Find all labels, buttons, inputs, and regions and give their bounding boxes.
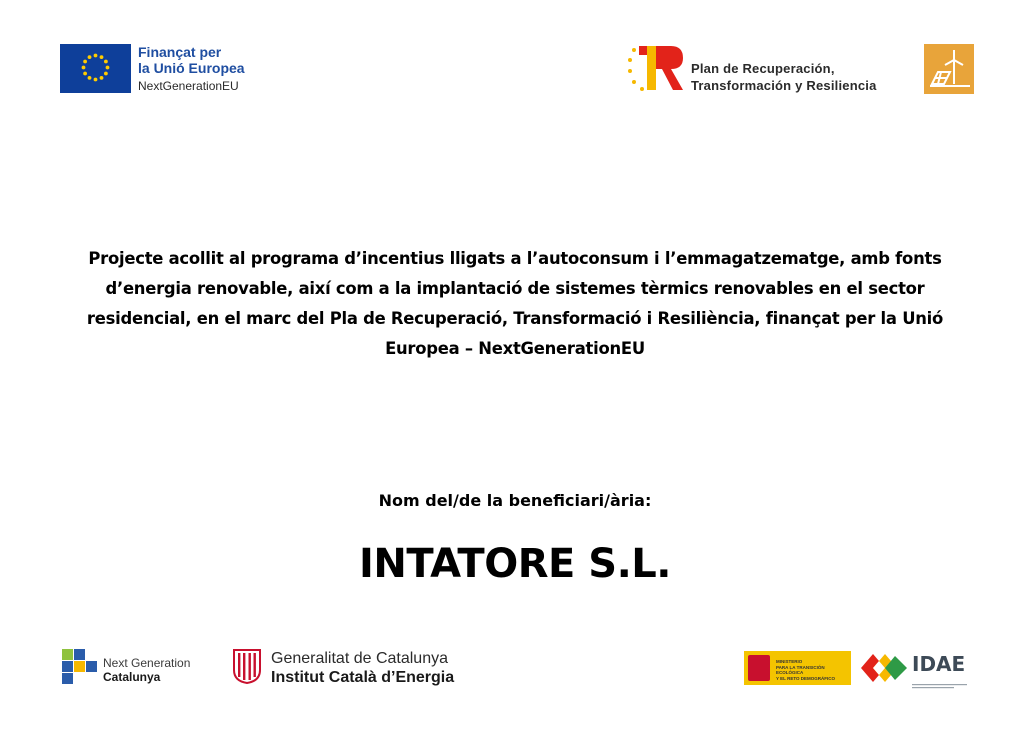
- gencat-logo-text: [271, 649, 491, 687]
- eu-logo-line1: Finançat per: [138, 44, 222, 60]
- prtr-logo-icon: [627, 42, 685, 94]
- prtr-logo-line2: Transformación y Resiliencia: [691, 78, 877, 93]
- ministry-line: Y EL RETO DEMOGRÁFICO: [776, 675, 836, 681]
- spain-shield-icon: [748, 655, 770, 681]
- eu-logo-line2: la Unió Europea: [138, 60, 245, 76]
- ministry-line: PARA LA TRANSICIÓN ECOLÓGICA: [776, 664, 825, 675]
- ngc-logo-line1: Next Generation: [103, 656, 191, 670]
- ngc-logo-line2: Catalunya: [103, 670, 161, 684]
- gencat-logo-line2: Institut Català d’Energia: [271, 669, 455, 686]
- ministry-line: MINISTERIO: [776, 659, 803, 664]
- beneficiary-label: Nom del/de la beneficiari/ària:: [378, 491, 652, 510]
- prtr-logo-line1: Plan de Recuperación,: [691, 61, 835, 76]
- gencat-emblem-icon: [232, 648, 262, 684]
- idae-wordmark: IDAE: [912, 652, 966, 676]
- gencat-logo-line1: Generalitat de Catalunya: [271, 650, 448, 667]
- program-statement: Projecte acollit al programa d’incentius lligats a l’autoconsum i l’emmagatzematge, amb fonts d’energia renovable, així com a la implantació de sistemes tèrmics renovables en el sector residencial, en el marc del Pla de Recuperació, Transformació i Resiliència, finançat per la Unió Europea – NextGenerationEU: [86, 249, 944, 358]
- prtr-logo-text: [691, 60, 921, 94]
- idae-logo-icon: [859, 650, 909, 686]
- ministry-text: [776, 659, 850, 681]
- ngc-logo-text: [103, 657, 213, 684]
- idae-subtitle-lines: [912, 677, 967, 683]
- solar-wind-icon: [924, 44, 974, 94]
- eu-logo-text: [138, 44, 298, 94]
- ministry-logo: [744, 651, 851, 685]
- ngc-logo-icon: [62, 649, 98, 685]
- eu-flag-icon: [60, 44, 131, 93]
- beneficiary-name: INTATORE S.L.: [359, 541, 671, 587]
- eu-logo-line3: NextGenerationEU: [138, 79, 239, 93]
